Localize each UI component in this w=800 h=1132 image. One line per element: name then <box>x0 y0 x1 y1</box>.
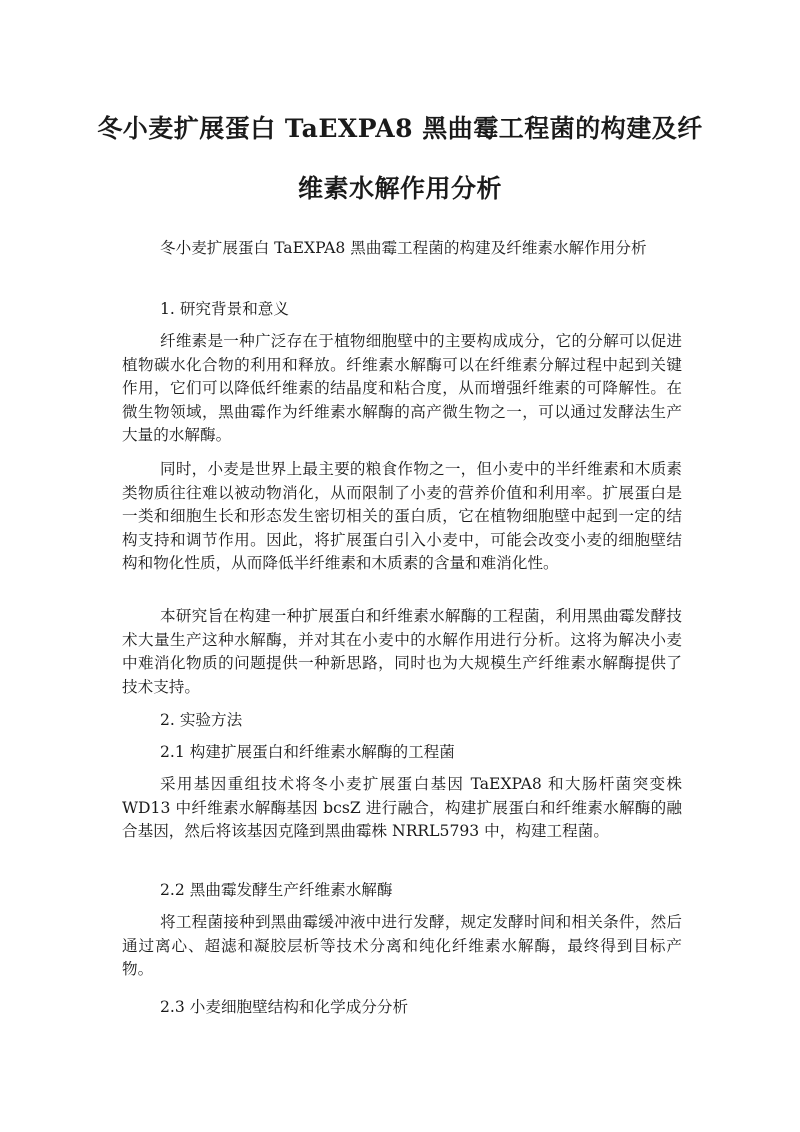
document-title-line1: 冬小麦扩展蛋白 TaEXPA8 黑曲霉工程菌的构建及纤 <box>97 114 703 143</box>
section1-heading: 1. 研究背景和意义 <box>160 300 289 318</box>
section2-2-heading: 2.2 黑曲霉发酵生产纤维素水解酶 <box>160 881 393 899</box>
section2-3-heading: 2.3 小麦细胞壁结构和化学成分分析 <box>160 998 409 1016</box>
section2-2-paragraph: 将工程菌接种到黑曲霉缓冲液中进行发酵，规定发酵时间和相关条件，然后通过离心、超滤和凝胶层析等技术分离和纯化纤维素水解酶，最终得到目标产物。 <box>122 913 682 978</box>
intro-paragraph: 冬小麦扩展蛋白 TaEXPA8 黑曲霉工程菌的构建及纤维素水解作用分析 <box>160 239 647 257</box>
section1-paragraph2: 同时，小麦是世界上最主要的粮食作物之一，但小麦中的半纤维素和木质素类物质往往难以被动物消化，从而限制了小麦的营养价值和利用率。扩展蛋白是一类和细胞生长和形态发生密切相关的蛋白质，它在植物细胞壁中起到一定的结构支持和调节作用。因此，将扩展蛋白引入小麦中，可能会改变小麦的细胞壁结构和物化性质，从而降低半纤维素和木质素的含量和难消化性。 <box>122 460 682 572</box>
document-title-line2: 维素水解作用分析 <box>297 174 502 203</box>
section1-paragraph1: 纤维素是一种广泛存在于植物细胞壁中的主要构成成分，它的分解可以促进植物碳水化合物的利用和释放。纤维素水解酶可以在纤维素分解过程中起到关键作用，它们可以降低纤维素的结晶度和粘合度，从而增强纤维素的可降解性。在微生物领域，黑曲霉作为纤维素水解酶的高产微生物之一，可以通过发酵法生产大量的水解酶。 <box>122 332 682 444</box>
section1-paragraph3: 本研究旨在构建一种扩展蛋白和纤维素水解酶的工程菌，利用黑曲霉发酵技术大量生产这种水解酶，并对其在小麦中的水解作用进行分析。这将为解决小麦中难消化物质的问题提供一种新思路，同时也为大规模生产纤维素水解酶提供了技术支持。 <box>122 607 682 696</box>
section2-1-heading: 2.1 构建扩展蛋白和纤维素水解酶的工程菌 <box>160 743 455 761</box>
section2-heading: 2. 实验方法 <box>160 711 243 729</box>
section2-1-paragraph: 采用基因重组技术将冬小麦扩展蛋白基因 TaEXPA8 和大肠杆菌突变株 WD13 中纤维素水解酶基因 bcsZ 进行融合，构建扩展蛋白和纤维素水解酶的融合基因，然后将该基因克隆到黑曲霉株 NRRL5793 中，构建工程菌。 <box>122 775 682 840</box>
